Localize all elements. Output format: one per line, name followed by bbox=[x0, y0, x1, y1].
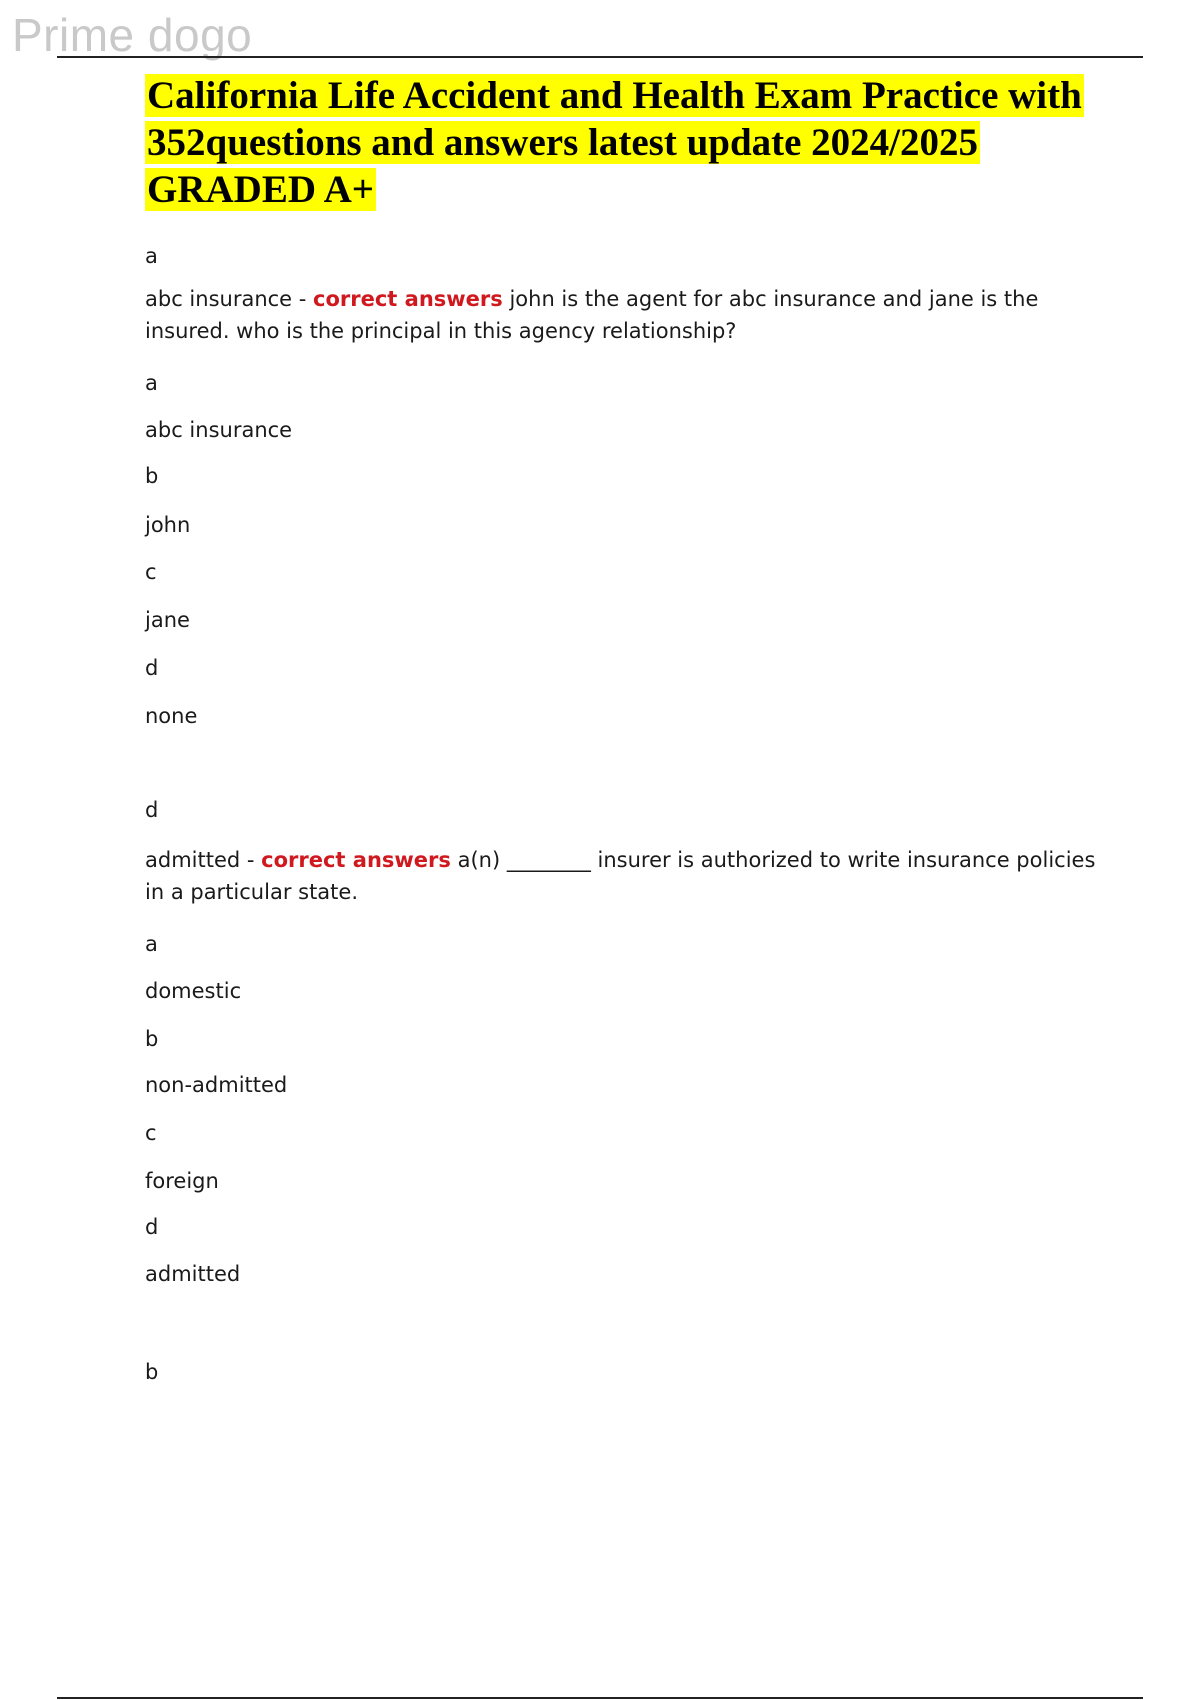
title-highlight: California Life Accident and Health Exam Practice with 352questions and answers latest update 2024/2025 GRADED A+ bbox=[147, 74, 1082, 211]
option-text: admitted bbox=[145, 1262, 241, 1286]
question-text bbox=[145, 283, 1105, 347]
question-body: john is the agent for abc insurance and jane is the insured. who is the principal in this agency relationship? bbox=[145, 287, 1039, 343]
correct-answers-marker: correct answers bbox=[261, 848, 451, 872]
option-letter: b bbox=[145, 1027, 159, 1051]
option-text: foreign bbox=[145, 1169, 219, 1193]
option-text: abc insurance bbox=[145, 418, 293, 442]
option-letter: a bbox=[145, 932, 158, 956]
option-letter: b bbox=[145, 1360, 159, 1384]
watermark-logo: Prime dogo bbox=[12, 9, 253, 61]
option-letter: a bbox=[145, 371, 158, 395]
option-letter: a bbox=[145, 244, 158, 268]
option-text: none bbox=[145, 704, 198, 728]
question-text bbox=[145, 844, 1105, 908]
option-letter: c bbox=[145, 560, 157, 584]
option-letter: d bbox=[145, 798, 159, 822]
option-text: non-admitted bbox=[145, 1073, 288, 1097]
separator: - bbox=[240, 848, 262, 872]
answer-text: abc insurance bbox=[145, 287, 293, 311]
option-text: john bbox=[145, 513, 191, 537]
answer-text: admitted bbox=[145, 848, 241, 872]
option-letter: d bbox=[145, 1215, 159, 1239]
option-text: jane bbox=[145, 608, 190, 632]
separator: - bbox=[292, 287, 314, 311]
option-letter: b bbox=[145, 464, 159, 488]
header-rule bbox=[57, 56, 1143, 58]
document-title bbox=[145, 72, 1105, 213]
question-body: a(n) ________ insurer is authorized to write insurance policies in a particular state. bbox=[145, 848, 1096, 904]
footer-rule bbox=[57, 1697, 1143, 1699]
option-letter: c bbox=[145, 1121, 157, 1145]
option-letter: d bbox=[145, 656, 159, 680]
option-text: domestic bbox=[145, 979, 242, 1003]
document-body bbox=[145, 72, 1105, 1384]
correct-answers-marker: correct answers bbox=[313, 287, 503, 311]
